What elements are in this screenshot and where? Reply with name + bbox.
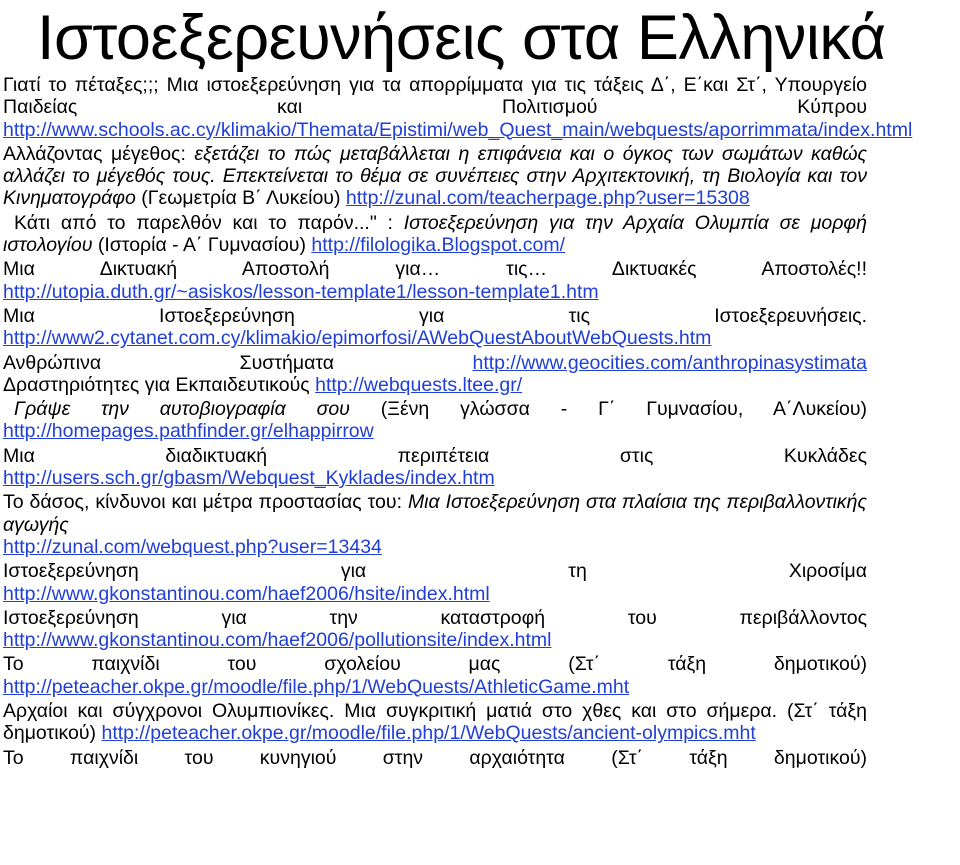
entry-link[interactable]: http://www.geocities.com/anthropinasystimata — [472, 351, 867, 374]
entry-subject: (Ιστορία - Α΄ Γυμνασίου) — [92, 234, 312, 257]
entry-link[interactable]: http://www.schools.ac.cy/klimakio/Themata/Epistimi/web_Quest_main/webquests/aporrimmata/index.html — [3, 118, 913, 141]
entry-separator: " : — [369, 211, 404, 234]
entry-text: Δραστηριότητες για Εκπαιδευτικούς — [3, 373, 316, 396]
entry-text: Κάτι από το παρελθόν και το παρόν... — [14, 211, 370, 234]
list-item — [3, 74, 913, 141]
entry-text: Γιατί το πέταξες;;; Μια ιστοεξερεύνηση για τα απορρίμματα για τις τάξεις Δ΄, Ε΄και Στ΄, Υπουργείο Παιδείας και Πολιτισμού Κύπρου — [3, 74, 867, 119]
entry-text: Ανθρώπινα Συστήματα — [3, 351, 335, 374]
entry-link[interactable]: http://www.gkonstantinou.com/haef2006/hsite/index.html — [3, 582, 490, 605]
page-title: Ιστοεξερευνήσεις στα Ελληνικά — [37, 3, 886, 73]
entry-text: Μια Δικτυακή Αποστολή για… τις… Δικτυακές Αποστολές!! — [3, 258, 867, 281]
entry-link[interactable]: http://zunal.com/webquest.php?user=13434 — [3, 535, 382, 558]
entry-link[interactable]: http://utopia.duth.gr/~asiskos/lesson-template1/lesson-template1.htm — [3, 280, 599, 303]
list-item — [3, 747, 867, 769]
entry-text: Γράψε την αυτοβιογραφία σου — [14, 398, 350, 421]
entry-text: Το δάσος, κίνδυνοι και μέτρα προστασίας του: — [3, 491, 408, 514]
list-item — [3, 491, 867, 558]
list-item — [3, 560, 867, 605]
list-item — [3, 653, 867, 698]
entry-link[interactable]: http://www.gkonstantinou.com/haef2006/pollutionsite/index.html — [3, 629, 552, 652]
entry-link[interactable]: http://www2.cytanet.com.cy/klimakio/epimorfosi/AWebQuestAboutWebQuests.htm — [3, 327, 712, 350]
entry-text: Αρχαίοι και σύγχρονοι Ολυμπιονίκες. Μια συγκριτική ματιά στο χθες και στο σήμερα. (Στ΄ τάξη δημοτικού) — [3, 700, 867, 745]
entry-text: Το παιχνίδι του σχολείου μας (Στ΄ τάξη δημοτικού) — [3, 653, 867, 676]
entry-text: Μια Ιστοεξερεύνηση για τις Ιστοεξερευνήσεις. — [3, 304, 867, 327]
entry-description: Ιστοεξερεύνηση για την Αρχαία Ολυμπία σε μορφή ιστολογίου — [3, 211, 867, 257]
entry-subject: (Γεωμετρία Β΄ Λυκείου) — [135, 187, 341, 210]
entry-description: Μια Ιστοεξερεύνηση στα πλαίσια της περιβαλλοντικής αγωγής — [3, 491, 867, 536]
list-item — [3, 352, 867, 374]
list-item — [3, 700, 867, 745]
list-item — [3, 398, 867, 443]
webquest-list — [3, 74, 913, 771]
entry-text: Μια διαδικτυακή περιπέτεια στις Κυκλάδες — [3, 444, 867, 467]
entry-link[interactable]: http://users.sch.gr/gbasm/Webquest_Kyklades/index.htm — [3, 467, 495, 490]
list-item — [3, 305, 867, 350]
entry-link[interactable]: http://peteacher.okpe.gr/moodle/file.php/1/WebQuests/AthleticGame.mht — [3, 675, 630, 698]
entry-link[interactable]: http://zunal.com/teacherpage.php?user=15308 — [345, 187, 750, 210]
entry-text: Ιστοεξερεύνηση για την καταστροφή του περιβάλλοντος — [3, 606, 867, 629]
list-item — [3, 607, 867, 652]
entry-link[interactable]: http://peteacher.okpe.gr/moodle/file.php/1/WebQuests/ancient-olympics.mht — [101, 722, 756, 745]
list-item — [3, 258, 867, 303]
entry-text: Αλλάζοντας μέγεθος: — [3, 142, 195, 165]
list-item — [3, 445, 867, 490]
entry-text: Ιστοεξερεύνηση για τη Χιροσίμα — [3, 560, 867, 583]
list-item — [3, 374, 867, 396]
entry-subject: (Ξένη γλώσσα - Γ΄ Γυμνασίου, Α΄Λυκείου) — [349, 398, 868, 421]
entry-text: Το παιχνίδι του κυνηγιού στην αρχαιότητα (Στ΄ τάξη δημοτικού) — [3, 746, 867, 769]
entry-link[interactable]: http://homepages.pathfinder.gr/elhappirrow — [3, 420, 374, 443]
entry-link[interactable]: http://filologika.Blogspot.com/ — [311, 234, 566, 257]
entry-description: εξετάζει το πώς μεταβάλλεται η επιφάνεια και ο όγκος των σωμάτων καθώς αλλάζει το μέγεθός τους. Επεκτείνεται το θέμα σε συνέπειες στην Αρχιτεκτονική, τη Βιολογία και τον Κινηματογράφο — [3, 142, 867, 210]
entry-link[interactable]: http://webquests.ltee.gr/ — [315, 373, 523, 396]
list-item — [3, 143, 867, 210]
list-item — [3, 212, 867, 257]
